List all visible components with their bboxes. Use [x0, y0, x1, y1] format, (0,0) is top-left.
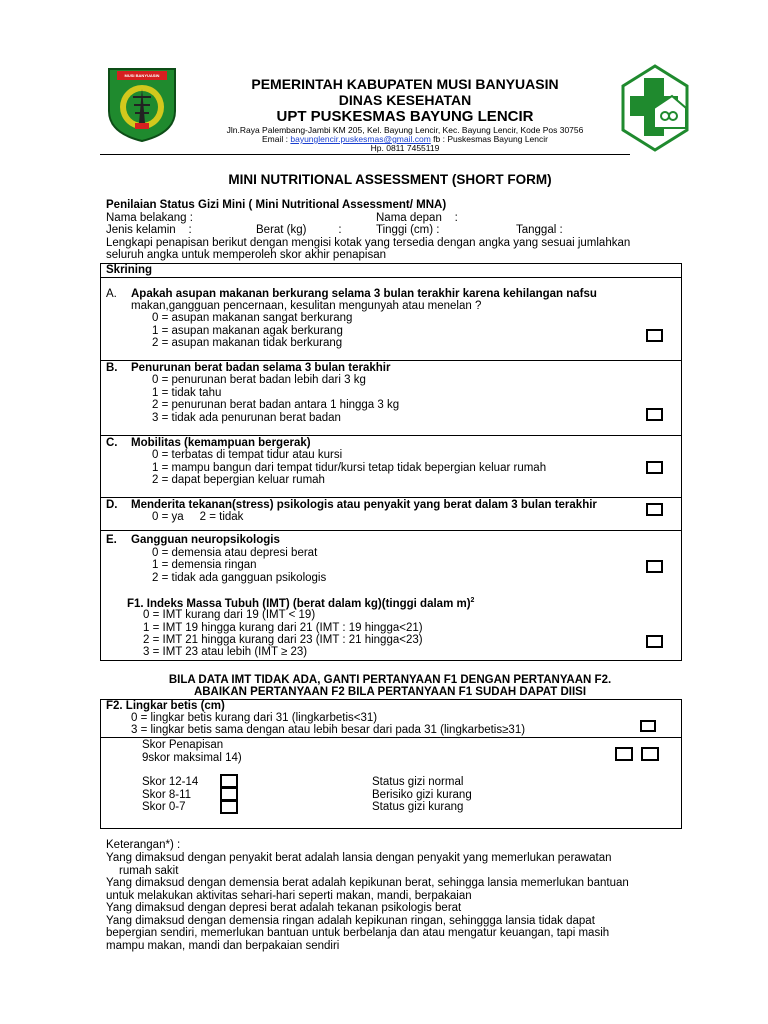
email-prefix: Email : — [262, 134, 291, 144]
header-line1: PEMERINTAH KABUPATEN MUSI BANYUASIN — [251, 76, 559, 92]
email-link[interactable]: bayunglencir.puskesmas@gmail.com — [290, 134, 431, 144]
header-phone: Hp. 0811 7455119 — [370, 143, 440, 153]
intro-heading: Penilaian Status Gizi Mini ( Mini Nutritional Assessment/ MNA) — [106, 199, 447, 211]
status-risk: Berisiko gizi kurang — [372, 789, 472, 801]
notes-title: Keterangan*) : — [106, 839, 181, 851]
section-d-checkbox[interactable] — [646, 503, 663, 516]
f2-option3: 3 = lingkar betis sama dengan atau lebih besar dari pada 31 (lingkarbetis≥31) — [131, 724, 526, 736]
section-a-question1: Apakah asupan makanan berkurang selama 3 bulan terakhir karena kehilangan nafsu — [131, 288, 597, 300]
section-e-letter: E. — [106, 534, 117, 546]
section-f1-option3: 3 = IMT 23 atau lebih (IMT ≥ 23) — [143, 646, 308, 658]
status-normal-checkbox[interactable] — [220, 774, 238, 788]
header-line2: DINAS KESEHATAN — [338, 92, 472, 108]
tinggi-label: Tinggi (cm) : — [376, 224, 440, 236]
jenis-kelamin-label: Jenis kelamin : — [106, 224, 192, 236]
header-address: Jln.Raya Palembang-Jambi KM 205, Kel. Bayung Lencir, Kec. Bayung Lencir, Kode Pos 30756 — [226, 125, 584, 135]
section-a-question2: makan,gangguan pencernaan, kesulitan mengunyah atau menelan ? — [131, 300, 482, 312]
notes-line5: Yang dimaksud dengan depresi berat adalah tekanan psikologis berat — [106, 902, 462, 914]
score-range-normal: Skor 12-14 — [142, 776, 199, 788]
instruction-line1: Lengkapi penapisan berikut dengan mengisi kotak yang tersedia dengan angka yang sesuai jumlahkan — [106, 237, 631, 249]
section-b-option0: 0 = penurunan berat badan lebih dari 3 kg — [152, 374, 366, 386]
section-a-letter: A. — [106, 288, 117, 300]
section-f1-option0: 0 = IMT kurang dari 19 (IMT < 19) — [143, 609, 316, 621]
instruction-line2: seluruh angka untuk memperoleh skor akhir penapisan — [106, 249, 386, 261]
section-d-options: 0 = ya 2 = tidak — [152, 511, 244, 523]
section-c-option2: 2 = dapat bepergian keluar rumah — [152, 474, 325, 486]
notes-line2: rumah sakit — [119, 865, 179, 877]
section-a-option1: 1 = asupan makanan agak berkurang — [152, 325, 343, 337]
logo-left-text: MUSI BANYUASIN — [124, 73, 160, 78]
section-a-checkbox[interactable] — [646, 329, 663, 342]
section-c-option0: 0 = terbatas di tempat tidur atau kursi — [152, 449, 343, 461]
section-e-option0: 0 = demensia atau depresi berat — [152, 547, 318, 559]
status-normal: Status gizi normal — [372, 776, 464, 788]
row-divider — [100, 497, 681, 498]
status-malnourished-checkbox[interactable] — [220, 800, 238, 814]
section-c-option1: 1 = mampu bangun dari tempat tidur/kursi tetap tidak bepergian keluar rumah — [152, 462, 547, 474]
section-a-option2: 2 = asupan makanan tidak berkurang — [152, 337, 343, 349]
section-b-checkbox[interactable] — [646, 408, 663, 421]
section-e-option1: 1 = demensia ringan — [152, 559, 257, 571]
f2-question: F2. Lingkar betis (cm) — [106, 700, 225, 712]
section-f1-superscript: 2 — [470, 597, 475, 604]
status-risk-checkbox[interactable] — [220, 787, 238, 801]
row-divider — [100, 737, 681, 738]
section-b-option3: 3 = tidak ada penurunan berat badan — [152, 412, 341, 424]
section-b-option2: 2 = penurunan berat badan antara 1 hingga 3 kg — [152, 399, 400, 411]
notes-line3: Yang dimaksud dengan demensia berat adalah kepikunan berat, sehingga lansia memerlukan bantuan — [106, 877, 629, 889]
header-divider — [100, 154, 630, 155]
row-divider — [100, 435, 681, 436]
score-box-tens[interactable] — [615, 747, 633, 761]
page-title: MINI NUTRITIONAL ASSESSMENT (SHORT FORM) — [228, 172, 552, 187]
nama-belakang-label: Nama belakang : — [106, 212, 193, 224]
email-suffix: fb : Puskesmas Bayung Lencir — [430, 134, 548, 144]
section-a-option0: 0 = asupan makanan sangat berkurang — [152, 312, 353, 324]
notes-line6: Yang dimaksud dengan demensia ringan adalah kepikunan ringan, sehinggga lansia tidak dapat — [106, 915, 595, 927]
score-range-malnourished: Skor 0-7 — [142, 801, 186, 813]
section-f1-text: F1. Indeks Massa Tubuh (IMT) (berat dalam kg)(tinggi dalam m) — [127, 597, 471, 610]
section-b-question: Penurunan berat badan selama 3 bulan terakhir — [131, 362, 391, 374]
skrining-label: Skrining — [106, 264, 153, 276]
score-box-ones[interactable] — [641, 747, 659, 761]
imt-note-line1: BILA DATA IMT TIDAK ADA, GANTI PERTANYAAN F1 DENGAN PERTANYAAN F2. — [168, 674, 612, 686]
section-b-letter: B. — [106, 362, 118, 374]
notes-line1: Yang dimaksud dengan penyakit berat adalah lansia dengan penyakit yang memerlukan perawatan — [106, 852, 612, 864]
section-e-checkbox[interactable] — [646, 560, 663, 573]
section-c-checkbox[interactable] — [646, 461, 663, 474]
score-range-risk: Skor 8-11 — [142, 789, 192, 801]
score-label: Skor Penapisan — [142, 739, 224, 751]
section-c-letter: C. — [106, 437, 118, 449]
section-e-question: Gangguan neuropsikologis — [131, 534, 280, 546]
imt-note-line2: ABAIKAN PERTANYAAN F2 BILA PERTANYAAN F1 SUDAH DAPAT DIISI — [193, 686, 587, 698]
f2-option0: 0 = lingkar betis kurang dari 31 (lingkarbetis<31) — [131, 712, 378, 724]
tanggal-label: Tanggal : — [516, 224, 563, 236]
section-f1-option2: 2 = IMT 21 hingga kurang dari 23 (IMT : 21 hingga<23) — [143, 634, 423, 646]
section-f1-option1: 1 = IMT 19 hingga kurang dari 21 (IMT : 19 hingga<21) — [143, 622, 423, 634]
section-e-option2: 2 = tidak ada gangguan psikologis — [152, 572, 327, 584]
section-f1-question — [127, 597, 474, 610]
regency-logo — [103, 63, 181, 143]
header-line3: UPT PUSKESMAS BAYUNG LENCIR — [276, 108, 534, 125]
berat-label: Berat (kg) : — [256, 224, 342, 236]
notes-line4: untuk melakukan aktivitas sehari-hari seperti makan, mandi, berpakaian — [106, 890, 472, 902]
status-malnourished: Status gizi kurang — [372, 801, 464, 813]
row-divider — [100, 530, 681, 531]
score-max-label: 9skor maksimal 14) — [142, 752, 242, 764]
row-divider — [100, 277, 681, 278]
section-b-option1: 1 = tidak tahu — [152, 387, 222, 399]
notes-line8: mampu makan, mandi dan berpakaian sendiri — [106, 940, 340, 952]
f2-checkbox[interactable] — [640, 720, 656, 732]
nama-depan-label: Nama depan : — [376, 212, 458, 224]
section-f1-checkbox[interactable] — [646, 635, 663, 648]
notes-line7: bepergian sendiri, memerlukan bantuan untuk berbelanja dan atau mengatur keuangan, tapi masih — [106, 927, 610, 939]
row-divider — [100, 360, 681, 361]
section-d-letter: D. — [106, 499, 118, 511]
section-d-question: Menderita tekanan(stress) psikologis atau penyakit yang berat dalam 3 bulan terakhir — [131, 499, 597, 511]
section-c-question: Mobilitas (kemampuan bergerak) — [131, 437, 311, 449]
